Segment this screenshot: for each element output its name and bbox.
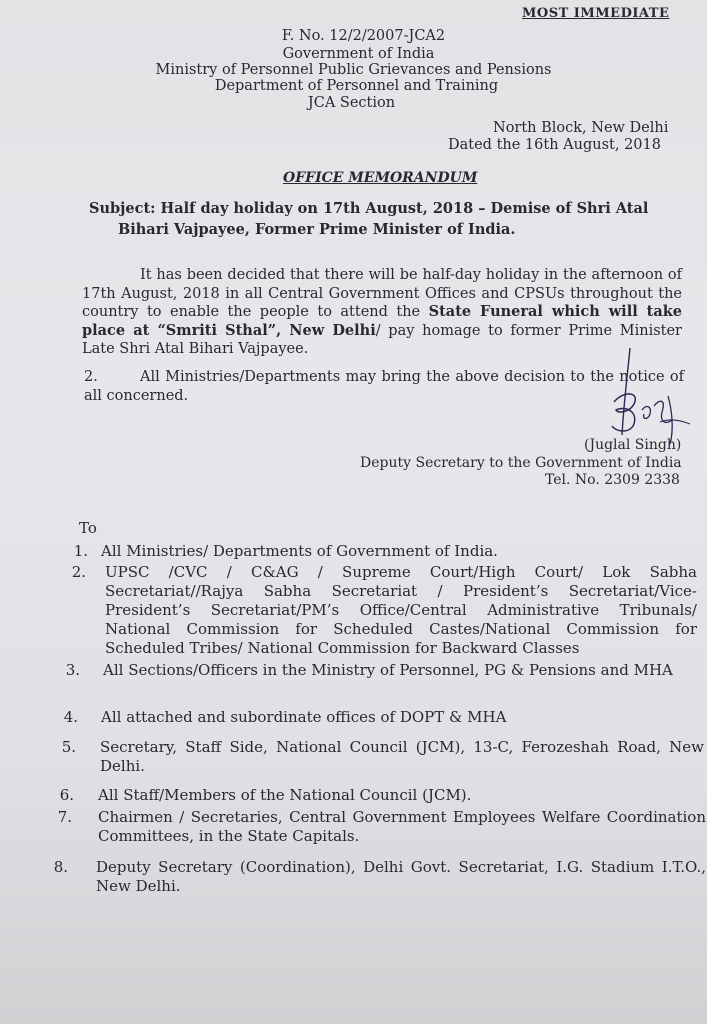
item-number: 4.: [63, 708, 78, 726]
para2-text: All Ministries/Departments may bring the above decision to the notice of all concerned.: [84, 369, 684, 404]
item-text: Chairmen / Secretaries, Central Government Employees Welfare Coordination Committees, in the State Capitals.: [98, 808, 706, 845]
department-name: Department of Personnel and Training: [214, 78, 499, 94]
file-number: F. No. 12/2/2007-JCA2: [281, 28, 446, 44]
item-text: All attached and subordinate offices of DOPT & MHA: [101, 708, 507, 726]
office-address: North Block, New Delhi: [493, 120, 669, 136]
item-number: 3.: [65, 661, 80, 679]
item-number: 5.: [61, 738, 76, 756]
priority-label: MOST IMMEDIATE: [522, 6, 670, 21]
item-text: UPSC /CVC / C&AG / Supreme Court/High Court/ Lok Sabha Secretariat//Rajya Sabha Secretariat / President’s Secretariat/Vice-President’s Secretariat/PM’s Office/Central Administrative Tribunals/ National Commission for Scheduled Castes/National Commission for Scheduled Tribes/ National Commission for Backward Classes: [105, 563, 697, 657]
to-label: To: [79, 519, 97, 537]
para1-text-a: It has been decided that there will be half-day holiday in the afternoon of 17th August, 2018 in all Central Government Offices and CPSUs throughout the country to enable the people to attend the: [82, 267, 682, 320]
ministry-name: Ministry of Personnel Public Grievances and Pensions: [155, 62, 552, 78]
item-number: 2.: [71, 563, 86, 581]
item-number: 8.: [53, 858, 68, 876]
signatory-designation: Deputy Secretary to the Government of India: [360, 455, 682, 471]
para1-bold-text: State Funeral which will take place at “Smriti Sthal”, New Delhi: [82, 303, 682, 339]
section-name: JCA Section: [307, 95, 396, 111]
signatory-telephone: Tel. No. 2309 2338: [545, 472, 680, 488]
item-number: 1.: [73, 542, 88, 560]
item-text: All Sections/Officers in the Ministry of Personnel, PG & Pensions and MHA: [103, 661, 673, 679]
memo-title: OFFICE MEMORANDUM: [283, 170, 478, 186]
memo-date: Dated the 16th August, 2018: [448, 137, 661, 153]
item-text: All Staff/Members of the National Council (JCM).: [98, 786, 472, 804]
item-text: All Ministries/ Departments of Government of India.: [101, 542, 498, 560]
para2-number: 2.: [84, 369, 98, 385]
handwritten-signature: [594, 340, 694, 450]
item-text: Deputy Secretary (Coordination), Delhi Govt. Secretariat, I.G. Stadium I.T.O., New Delhi.: [96, 858, 706, 895]
item-text: Secretary, Staff Side, National Council (JCM), 13-C, Ferozeshah Road, New Delhi.: [100, 738, 704, 775]
subject-line-2: Bihari Vajpayee, Former Prime Minister of India.: [118, 221, 516, 238]
item-number: 7.: [57, 808, 72, 826]
signatory-name: (Juglal Singh): [584, 437, 682, 453]
paragraph-1: [82, 266, 682, 359]
subject-line-1: Subject: Half day holiday on 17th August, 2018 – Demise of Shri Atal: [89, 200, 649, 217]
item-number: 6.: [59, 786, 74, 804]
government-name: Government of India: [282, 46, 435, 62]
para1-text-b: / pay homage to former Prime Minister Late Shri Atal Bihari Vajpayee.: [82, 322, 682, 357]
